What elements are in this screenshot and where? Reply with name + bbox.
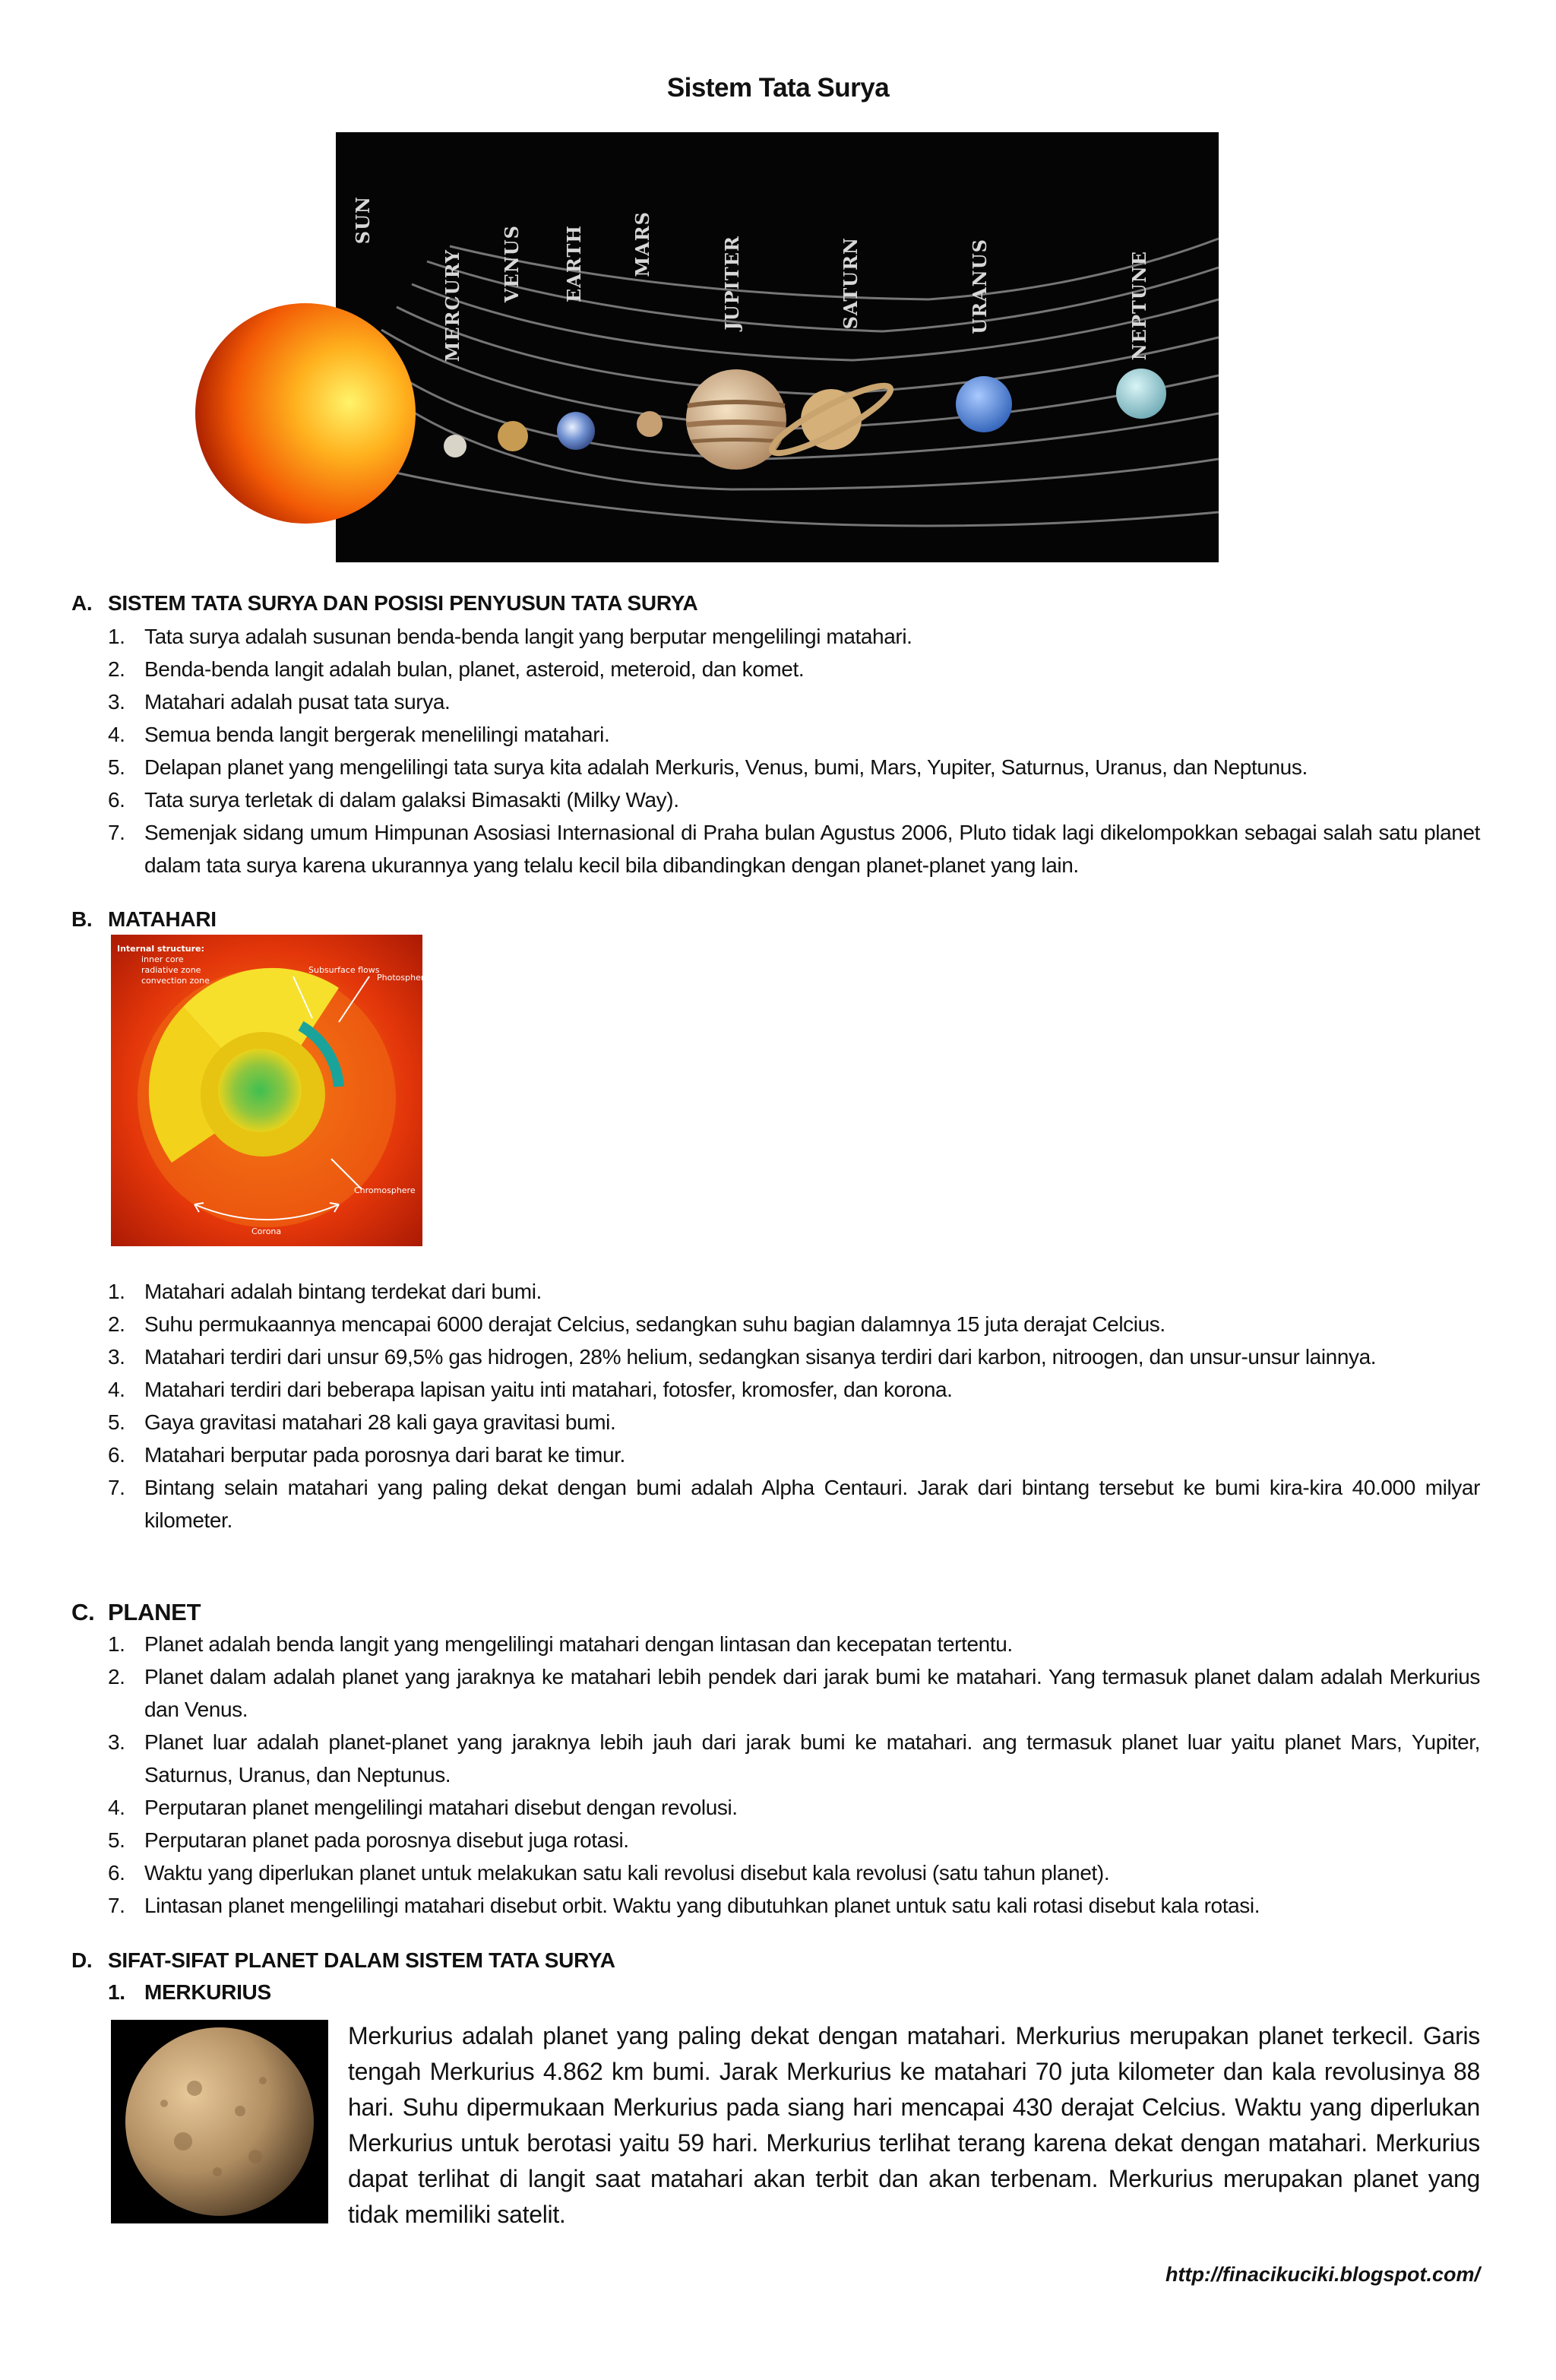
section-a-letter: A. — [71, 591, 93, 615]
list-item: 4. Semua benda langit bergerak menelilingi matahari. — [108, 723, 610, 746]
sun-body — [195, 303, 416, 524]
section-d-letter: D. — [71, 1948, 93, 1972]
mercury-description: Merkurius adalah planet yang paling dekat dengan matahari. Merkurius merupakan planet terkecil. Garis tengah Merkurius 4.862 km bumi. Jarak Merkurius ke matahari 70 juta kilometer dan kala revolusinya 88 hari. Suhu dipermukaan Merkurius pada siang hari mencapai 430 derajat Celcius. Waktu yang diperlukan Merkurius untuk berotasi yaitu 59 hari. Merkurius terlihat terang karena dekat dengan matahari. Merkurius dapat terlihat di langit saat matahari akan terbit dan akan terbenam. Merkurius merupakan planet yang tidak memiliki satelit. — [348, 2022, 1480, 2228]
label-chromosphere: Chromosphere — [354, 1185, 416, 1195]
label-photosphere: Photosphere — [377, 973, 429, 983]
label-mercury: MERCURY — [441, 249, 463, 362]
page-title: Sistem Tata Surya — [666, 73, 890, 103]
list-item: 3. Matahari terdiri dari unsur 69,5% gas hidrogen, 28% helium, sedangkan sisanya terdiri dari karbon, nitroogen, dan unsur-unsur lainnya. — [108, 1345, 1377, 1369]
list-item: 1. Tata surya adalah susunan benda-benda langit yang berputar mengelilingi matahari. — [108, 625, 912, 648]
label-mars: MARS — [631, 211, 653, 277]
mercury-planet-body — [125, 2027, 314, 2216]
label-jupiter: JUPITER — [721, 236, 743, 331]
list-item: 6. Matahari berputar pada porosnya dari barat ke timur. — [108, 1443, 625, 1467]
earth-planet — [557, 412, 595, 450]
section-b-heading — [71, 907, 217, 932]
section-b-title: MATAHARI — [108, 907, 217, 931]
list-item: 5. Perputaran planet pada porosnya disebut juga rotasi. — [108, 1828, 629, 1852]
list-item: 3. Planet luar adalah planet-planet yang jaraknya lebih jauh dari jarak bumi ke matahari. ang termasuk planet luar yaitu planet Mars, Yupiter, Saturnus, Uranus, dan Neptunus. — [108, 1730, 1480, 1787]
section-c-title: PLANET — [108, 1599, 201, 1625]
label-corona: Corona — [251, 1226, 282, 1236]
uranus-planet — [956, 376, 1012, 432]
list-item: 2. Planet dalam adalah planet yang jaraknya ke matahari lebih pendek dari jarak bumi ke matahari. Yang termasuk planet dalam adalah Merkurius dan Venus. — [108, 1665, 1480, 1721]
list-item: 6. Waktu yang diperlukan planet untuk melakukan satu kali revolusi disebut kala revolusi (satu tahun planet). — [108, 1861, 1110, 1885]
list-item: 3. Matahari adalah pusat tata surya. — [108, 690, 451, 714]
section-c-letter: C. — [71, 1599, 95, 1625]
footer-url: http://finacikuciki.blogspot.com/ — [1165, 2263, 1480, 2286]
label-neptune: NEPTUNE — [1128, 251, 1150, 361]
section-a-title: SISTEM TATA SURYA DAN POSISI PENYUSUN TATA SURYA — [108, 591, 698, 615]
list-item: 7. Bintang selain matahari yang paling dekat dengan bumi adalah Alpha Centauri. Jarak dari bintang tersebut ke bumi kira-kira 40.000 milyar kilometer. — [108, 1476, 1480, 1532]
mercury-image — [111, 2020, 328, 2223]
venus-planet — [498, 421, 528, 451]
label-convection-zone: convection zone — [141, 976, 210, 986]
mercury-planet — [444, 435, 466, 457]
neptune-planet — [1116, 369, 1166, 419]
section-b-list — [108, 1275, 1480, 1537]
list-item: 1. Planet adalah benda langit yang mengelilingi matahari dengan lintasan dan kecepatan tertentu. — [108, 1632, 1013, 1656]
label-subsurface-flows: Subsurface flows — [308, 965, 380, 975]
list-item: 7. Lintasan planet mengelilingi matahari disebut orbit. Waktu yang dibutuhkan planet untuk satu kali rotasi disebut kala rotasi. — [108, 1894, 1260, 1917]
section-d-heading — [71, 1948, 615, 1973]
section-a-list — [108, 620, 1480, 881]
label-sun: SUN — [352, 196, 374, 245]
label-earth: EARTH — [563, 225, 585, 302]
label-internal-structure: Internal structure: — [117, 944, 204, 954]
label-saturn: SATURN — [840, 237, 862, 330]
section-c-heading — [71, 1599, 201, 1626]
space-background — [336, 132, 1219, 562]
list-item: 7. Semenjak sidang umum Himpunan Asosiasi Internasional di Praha bulan Agustus 2006, Pluto tidak lagi dikelompokkan sebagai salah satu planet dalam tata surya karena ukurannya yang telalu kecil bila dibandingkan dengan planet-planet yang lain. — [108, 821, 1480, 877]
label-inner-core: inner core — [141, 954, 184, 964]
section-b-letter: B. — [71, 907, 93, 931]
label-uranus: URANUS — [969, 239, 991, 334]
label-venus: VENUS — [501, 225, 523, 303]
sun-structure-image — [111, 935, 429, 1246]
inner-core — [218, 1049, 302, 1132]
solar-system-image — [336, 132, 1219, 562]
list-item: 4. Perputaran planet mengelilingi matahari disebut dengan revolusi. — [108, 1796, 738, 1819]
mercury-subheading: 1. MERKURIUS — [108, 1980, 271, 2004]
mars-planet — [637, 411, 663, 437]
label-radiative-zone: radiative zone — [141, 965, 201, 975]
section-c-list — [108, 1628, 1480, 1922]
list-item: 5. Gaya gravitasi matahari 28 kali gaya gravitasi bumi. — [108, 1410, 616, 1434]
list-item: 6. Tata surya terletak di dalam galaksi Bimasakti (Milky Way). — [108, 788, 679, 812]
jupiter-planet — [686, 369, 786, 470]
list-item: 4. Matahari terdiri dari beberapa lapisan yaitu inti matahari, fotosfer, kromosfer, dan korona. — [108, 1378, 953, 1401]
section-d-title: SIFAT-SIFAT PLANET DALAM SISTEM TATA SURYA — [108, 1948, 615, 1972]
list-item: 5. Delapan planet yang mengelilingi tata surya kita adalah Merkuris, Venus, bumi, Mars, Yupiter, Saturnus, Uranus, dan Neptunus. — [108, 755, 1308, 779]
section-a-heading — [71, 591, 697, 616]
list-item: 2. Suhu permukaannya mencapai 6000 derajat Celcius, sedangkan suhu bagian dalamnya 15 juta derajat Celcius. — [108, 1312, 1165, 1336]
list-item: 1. Matahari adalah bintang terdekat dari bumi. — [108, 1280, 542, 1303]
list-item: 2. Benda-benda langit adalah bulan, planet, asteroid, meteroid, dan komet. — [108, 657, 805, 681]
